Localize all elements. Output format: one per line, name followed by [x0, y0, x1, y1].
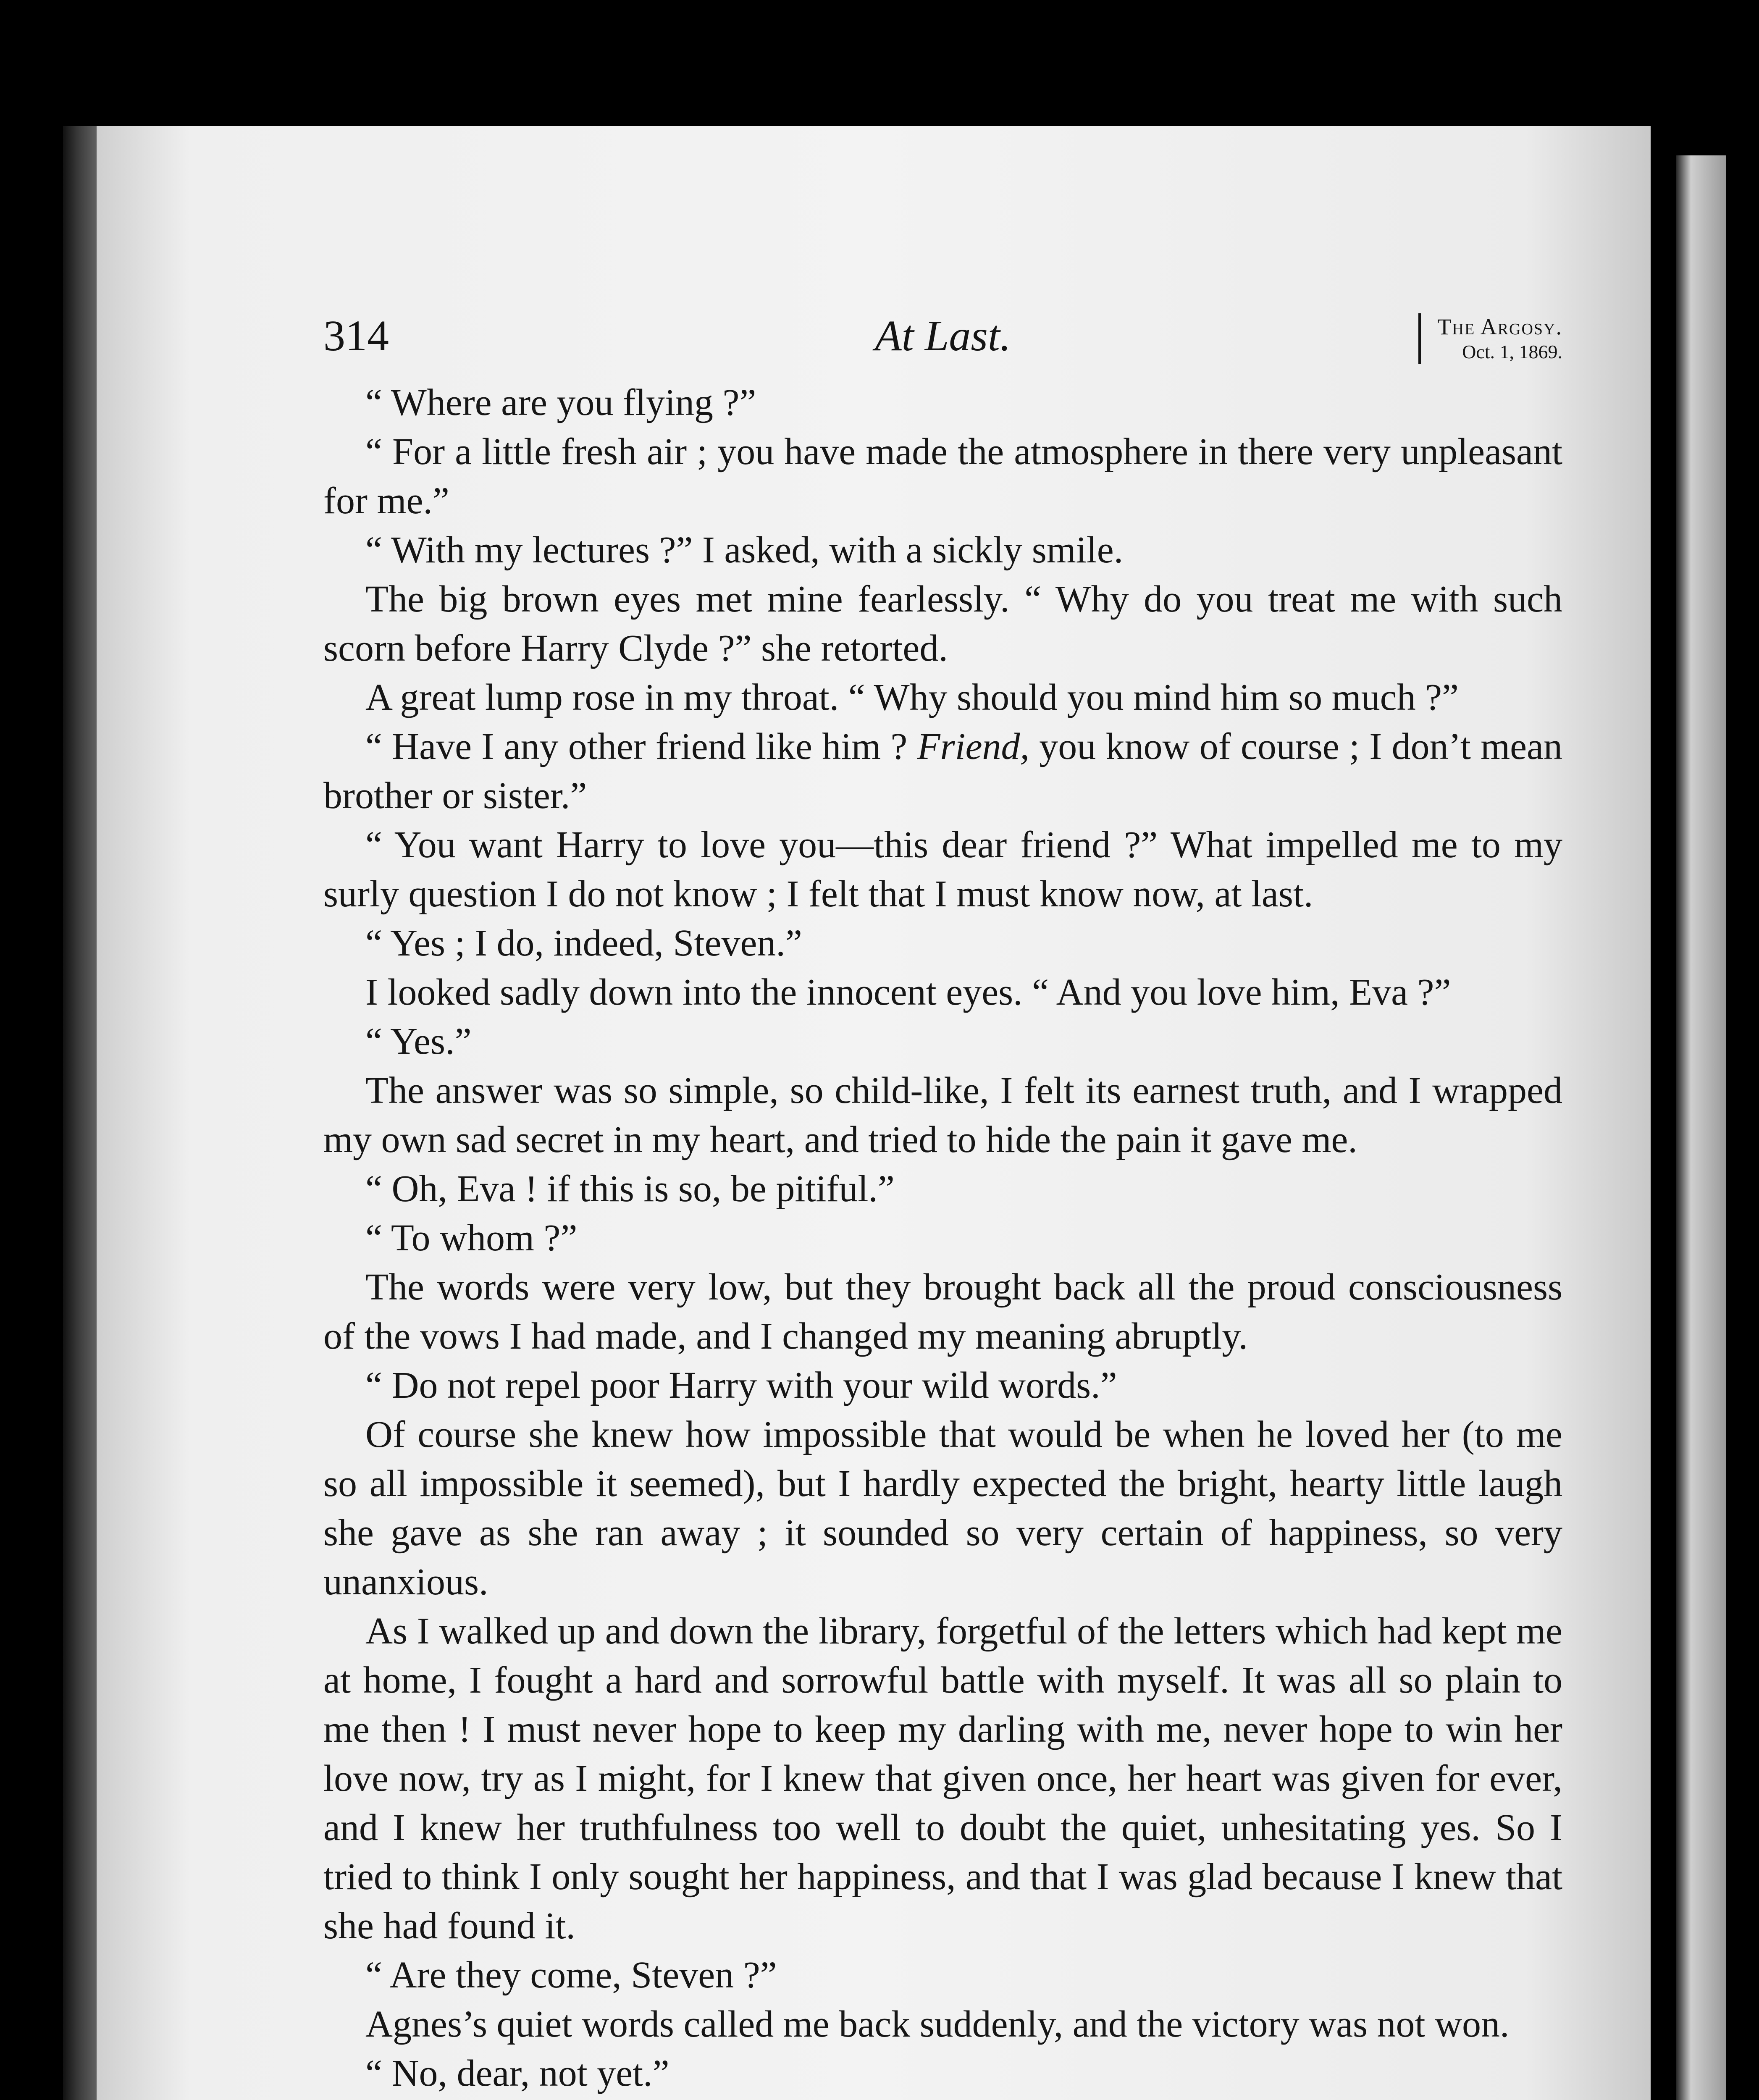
facing-page-edge	[1676, 155, 1726, 2100]
paragraph	[323, 722, 1562, 820]
paragraph	[323, 2098, 1562, 2100]
paragraph: Of course she knew how impossible that would be when he loved her (to me so all impossible it seemed), but I hardly expected the bright, hearty little laugh she gave as she ran away ; it sounded so very certain of happiness, so very unanxious.	[323, 1414, 1562, 1603]
paragraph: “ For a little fresh air ; you have made the atmosphere in there very unpleasant for me.”	[323, 431, 1562, 522]
running-header	[323, 311, 1562, 378]
publication-date: Oct. 1, 1869.	[1462, 341, 1562, 362]
publication-info	[1418, 313, 1562, 364]
page-number: 314	[323, 312, 389, 360]
publication-name: The Argosy.	[1437, 314, 1562, 339]
paragraph: I looked sadly down into the innocent eyes. “ And you love him, Eva ?”	[365, 971, 1451, 1013]
paragraph: As I walked up and down the library, forgetful of the letters which had kept me at home, I fought a hard and sorrowful battle with myself. It was all so plain to me then ! I must never hope to keep my darling with me, never hope to win her love now, try as I might, for I knew that given once, her heart was given for ever, and I knew her truthfulness too well to doubt the quiet, unhesitating yes. So I tried to think I only sought her happiness, and that I was glad because I knew that she had found it.	[323, 1610, 1562, 1947]
paragraph: “ You want Harry to love you—this dear friend ?” What impelled me to my surly question I do not know ; I felt that I must know now, at last.	[323, 824, 1562, 915]
paragraph-text: you know of course ; I don’t mean brother or sister.”	[323, 726, 1562, 816]
paragraph: “ Where are you flying ?”	[365, 382, 756, 423]
paragraph: “ Yes ; I do, indeed, Steven.”	[365, 922, 802, 964]
paragraph: “ Yes.”	[365, 1021, 472, 1062]
paragraph: “ Oh, Eva ! if this is so, be pitiful.”	[365, 1168, 895, 1210]
paragraph-text: “ Have I any other friend like him ?	[365, 726, 917, 767]
paragraph: The words were very low, but they brought back all the proud consciousness of the vows I had made, and I changed my meaning abruptly.	[323, 1266, 1562, 1357]
paragraph: “ No, dear, not yet.”	[365, 2053, 669, 2094]
paragraph: “ Are they come, Steven ?”	[365, 1954, 777, 1996]
paragraph: “ To whom ?”	[365, 1217, 578, 1259]
running-title: At Last.	[875, 312, 1011, 360]
paragraph: Agnes’s quiet words called me back suddenly, and the victory was not won.	[365, 2003, 1510, 2045]
paragraph: “ With my lectures ?” I asked, with a sickly smile.	[365, 529, 1124, 571]
paragraph: The answer was so simple, so child-like, I felt its earnest truth, and I wrapped my own sad secret in my heart, and tried to hide the pain it gave me.	[323, 1070, 1562, 1160]
italic-word: Friend,	[917, 726, 1030, 767]
book-spine	[63, 126, 101, 2100]
paragraph: “ Do not repel poor Harry with your wild words.”	[365, 1365, 1117, 1406]
paragraph: A great lump rose in my throat. “ Why should you mind him so much ?”	[365, 677, 1459, 718]
paragraph: The big brown eyes met mine fearlessly. “ Why do you treat me with such scorn before Harry Clyde ?” she retorted.	[323, 578, 1562, 669]
body-text	[323, 378, 1562, 2100]
